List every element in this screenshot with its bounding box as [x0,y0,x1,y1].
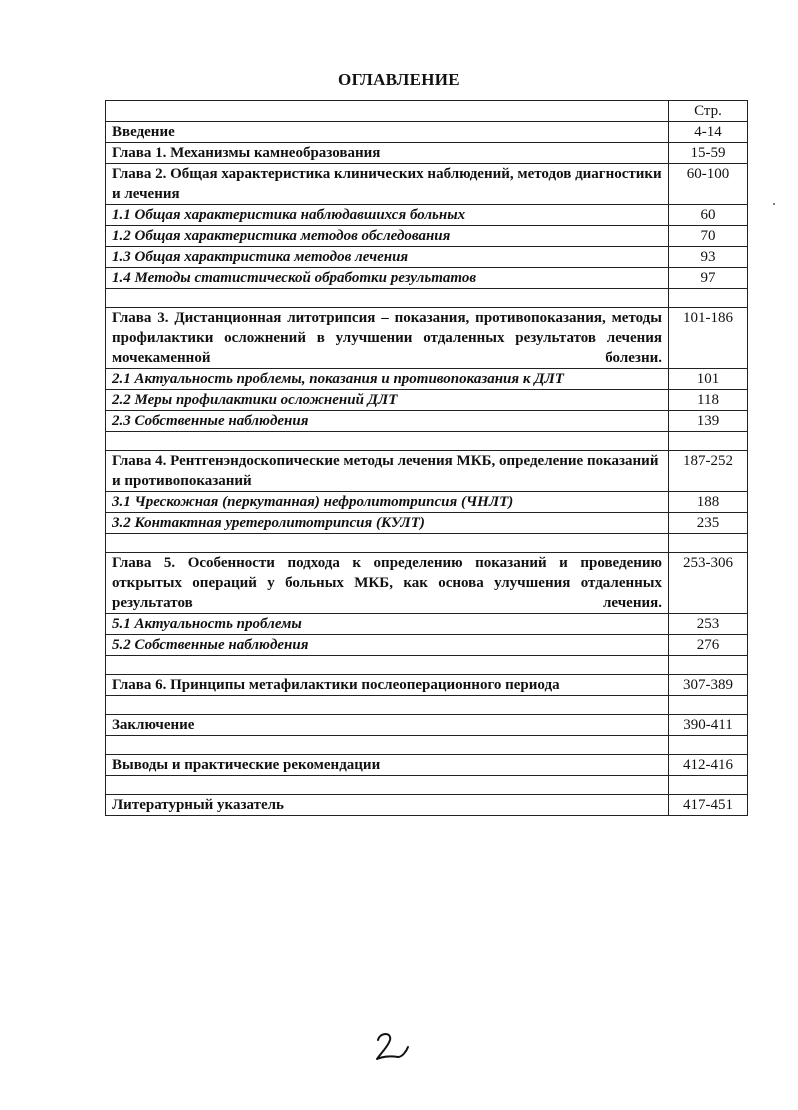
row-page: 118 [669,390,748,411]
row-page: 187-252 [669,451,748,492]
table-row [106,451,748,492]
row-text: 2.1 Актуальность проблемы, показания и противопоказания к ДЛТ [106,369,669,390]
table-row [106,675,748,696]
row-page [669,776,748,795]
table-row [106,308,748,369]
row-page [669,432,748,451]
row-text: 3.2 Контактная уретеролитотрипсия (КУЛТ) [106,513,669,534]
row-text: Глава 1. Механизмы камнеобразования [106,143,669,164]
row-text: 1.2 Общая характеристика методов обследования [106,226,669,247]
row-page: 101-186 [669,308,748,369]
row-text [106,776,669,795]
row-page [669,736,748,755]
row-text: Глава 3. Дистанционная литотрипсия – показания, противопоказания, методы профилактики осложнений в улучшении отдаленных результатов лечения мочекаменной болезни. [106,308,669,369]
row-text: 3.1 Чрескожная (перкутанная) нефролитотрипсия (ЧНЛТ) [106,492,669,513]
table-row [106,247,748,268]
table-row [106,635,748,656]
row-page: 253 [669,614,748,635]
row-text: Заключение [106,715,669,736]
toc-table [105,100,748,816]
row-text: Выводы и практические рекомендации [106,755,669,776]
table-row [106,226,748,247]
table-row [106,715,748,736]
row-text [106,534,669,553]
row-text: Введение [106,122,669,143]
row-page: 276 [669,635,748,656]
row-page [669,696,748,715]
blank-row [106,289,748,308]
table-row [106,369,748,390]
row-text: 5.2 Собственные наблюдения [106,635,669,656]
row-page: 70 [669,226,748,247]
row-page: 139 [669,411,748,432]
table-row [106,614,748,635]
row-text [106,432,669,451]
row-page [669,534,748,553]
table-row [106,492,748,513]
table-row [106,268,748,289]
row-page: 412-416 [669,755,748,776]
table-row [106,411,748,432]
row-text [106,289,669,308]
table-row [106,164,748,205]
table-row [106,205,748,226]
header-page-cell: Стр. [669,101,748,122]
row-text: 2.3 Собственные наблюдения [106,411,669,432]
table-row [106,390,748,411]
row-text: 2.2 Меры профилактики осложнений ДЛТ [106,390,669,411]
scan-speck [773,203,775,205]
blank-row [106,432,748,451]
table-row [106,755,748,776]
row-page: 93 [669,247,748,268]
row-text: 1.1 Общая характеристика наблюдавшихся больных [106,205,669,226]
row-page: 60 [669,205,748,226]
row-text: Глава 4. Рентгенэндоскопические методы лечения МКБ, определение показаний и противопоказаний [106,451,669,492]
table-row [106,795,748,816]
row-text: Литературный указатель [106,795,669,816]
blank-row [106,776,748,795]
row-page: 390-411 [669,715,748,736]
page-title: ОГЛАВЛЕНИЕ [338,70,460,89]
row-page: 97 [669,268,748,289]
row-text [106,696,669,715]
row-text [106,656,669,675]
blank-row [106,534,748,553]
row-page: 15-59 [669,143,748,164]
handwritten-page-number [368,1028,412,1064]
row-text: 1.3 Общая характристика методов лечения [106,247,669,268]
row-page: 101 [669,369,748,390]
blank-row [106,736,748,755]
row-text [106,736,669,755]
row-page: 253-306 [669,553,748,614]
row-page: 60-100 [669,164,748,205]
blank-row [106,656,748,675]
row-page: 235 [669,513,748,534]
table-row [106,122,748,143]
row-text: 5.1 Актуальность проблемы [106,614,669,635]
table-row [106,553,748,614]
header-text-cell [106,101,669,122]
row-page: 4-14 [669,122,748,143]
row-page [669,289,748,308]
row-text: Глава 2. Общая характеристика клинических наблюдений, методов диагностики и лечения [106,164,669,205]
blank-row [106,696,748,715]
row-text: 1.4 Методы статистической обработки результатов [106,268,669,289]
row-page: 417-451 [669,795,748,816]
table-row [106,143,748,164]
table-header-row [106,101,748,122]
row-page: 188 [669,492,748,513]
table-row [106,513,748,534]
row-text: Глава 6. Принципы метафилактики послеоперационного периода [106,675,669,696]
row-page [669,656,748,675]
row-page: 307-389 [669,675,748,696]
row-text: Глава 5. Особенности подхода к определению показаний и проведению открытых операций у больных МКБ, как основа улучшения отдаленных результатов лечения. [106,553,669,614]
